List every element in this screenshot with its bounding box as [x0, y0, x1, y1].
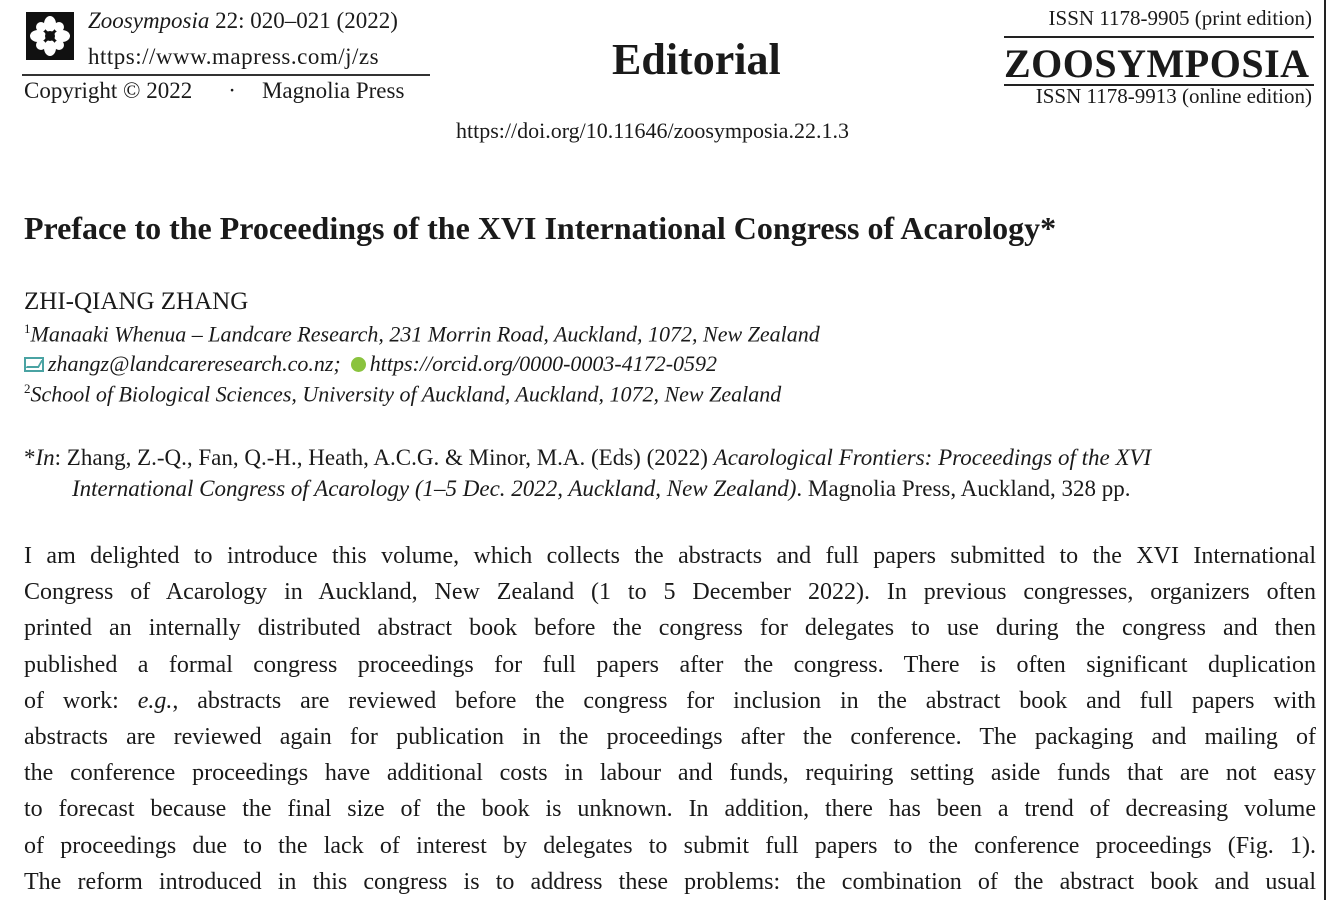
citation-in-label: In — [35, 445, 55, 470]
journal-volume: 22: 020–021 (2022) — [209, 8, 398, 33]
affiliation-2 — [24, 381, 781, 407]
journal-brand: ZOOSYMPOSIA — [1004, 41, 1310, 86]
body-line: published a formal congress proceedings for full papers after the congress. There is often significant duplication — [24, 651, 1316, 678]
issn-print: ISSN 1178-9905 (print edition) — [1048, 6, 1312, 30]
journal-logo-icon — [26, 12, 74, 60]
body-line-5-emphasis: e.g. — [137, 687, 173, 714]
body-line: Congress of Acarology in Auckland, New Zealand (1 to 5 December 2022). In previous congresses, organizers often — [24, 579, 1316, 606]
body-line: the conference proceedings have additional costs in labour and funds, requiring setting aside funds that are not easy — [24, 760, 1316, 787]
citation-authors: : Zhang, Z.-Q., Fan, Q.-H., Heath, A.C.G. & Minor, M.A. (Eds) (2022) — [54, 445, 714, 470]
publisher-name: Magnolia Press — [261, 78, 405, 103]
citation-line-1 — [24, 442, 1316, 473]
affiliation-2-mark: 2 — [24, 381, 31, 396]
email-link[interactable]: zhangz@landcareresearch.co.nz; — [48, 351, 341, 376]
paper-title: Preface to the Proceedings of the XVI International Congress of Acarology* — [24, 210, 1057, 246]
affiliation-1 — [24, 321, 820, 347]
body-line: abstracts are reviewed again for publication in the proceedings after the conference. The packaging and mailing of — [24, 723, 1316, 750]
body-line-5-end: , abstracts are reviewed before the congress for inclusion in the abstract book and full papers with — [172, 687, 1316, 714]
body-line: The reform introduced in this congress is to address these problems: the combination of the abstract book and usual — [24, 868, 1316, 895]
header-divider — [22, 74, 430, 76]
body-line: of proceedings due to the lack of interest by delegates to submit full papers to the conference proceedings (Fig. 1). — [24, 832, 1316, 859]
body-line — [24, 683, 1316, 719]
doi-link[interactable]: https://doi.org/10.11646/zoosymposia.22.1.3 — [456, 118, 849, 143]
journal-citation-line — [88, 8, 398, 34]
section-label: Editorial — [612, 35, 781, 84]
contact-line — [24, 351, 717, 377]
citation-marker: * — [24, 445, 36, 470]
body-line: printed an internally distributed abstract book before the congress for delegates to use during the congress and then — [24, 615, 1316, 642]
author-name: ZHI-QIANG ZHANG — [24, 288, 249, 315]
affiliation-1-mark: 1 — [24, 321, 31, 336]
body-line: I am delighted to introduce this volume, which collects the abstracts and full papers submitted to the XVI International — [24, 543, 1316, 569]
proceedings-citation — [24, 442, 1316, 504]
citation-title-part-1: Acarological Frontiers: Proceedings of the XVI — [713, 445, 1152, 470]
orcid-link[interactable]: https://orcid.org/0000-0003-4172-0592 — [369, 351, 718, 376]
copyright-text: Copyright © 2022 — [24, 78, 193, 103]
separator-dot: · — [228, 78, 236, 103]
citation-tail: . Magnolia Press, Auckland, 328 pp. — [796, 476, 1131, 501]
brand-top-rule — [1004, 36, 1314, 38]
citation-title-part-2: International Congress of Acarology (1–5 Dec. 2022, Auckland, New Zealand) — [72, 476, 797, 501]
orcid-icon — [351, 357, 366, 372]
body-line-5-start: of work: — [24, 687, 138, 714]
journal-url-link[interactable]: https://www.mapress.com/j/zs — [88, 44, 380, 69]
copyright-line — [24, 78, 404, 104]
affiliation-1-text: Manaaki Whenua – Landcare Research, 231 Morrin Road, Auckland, 1072, New Zealand — [30, 321, 820, 347]
mail-icon — [24, 357, 44, 372]
journal-name: Zoosymposia — [88, 8, 210, 33]
affiliation-2-text: School of Biological Sciences, University of Auckland, Auckland, 1072, New Zealand — [30, 381, 782, 407]
issn-online: ISSN 1178-9913 (online edition) — [1035, 84, 1312, 108]
body-line: to forecast because the final size of the book is unknown. In addition, there has been a trend of decreasing volume — [24, 796, 1316, 823]
citation-line-2 — [24, 473, 1316, 504]
body-paragraph — [24, 538, 1316, 900]
